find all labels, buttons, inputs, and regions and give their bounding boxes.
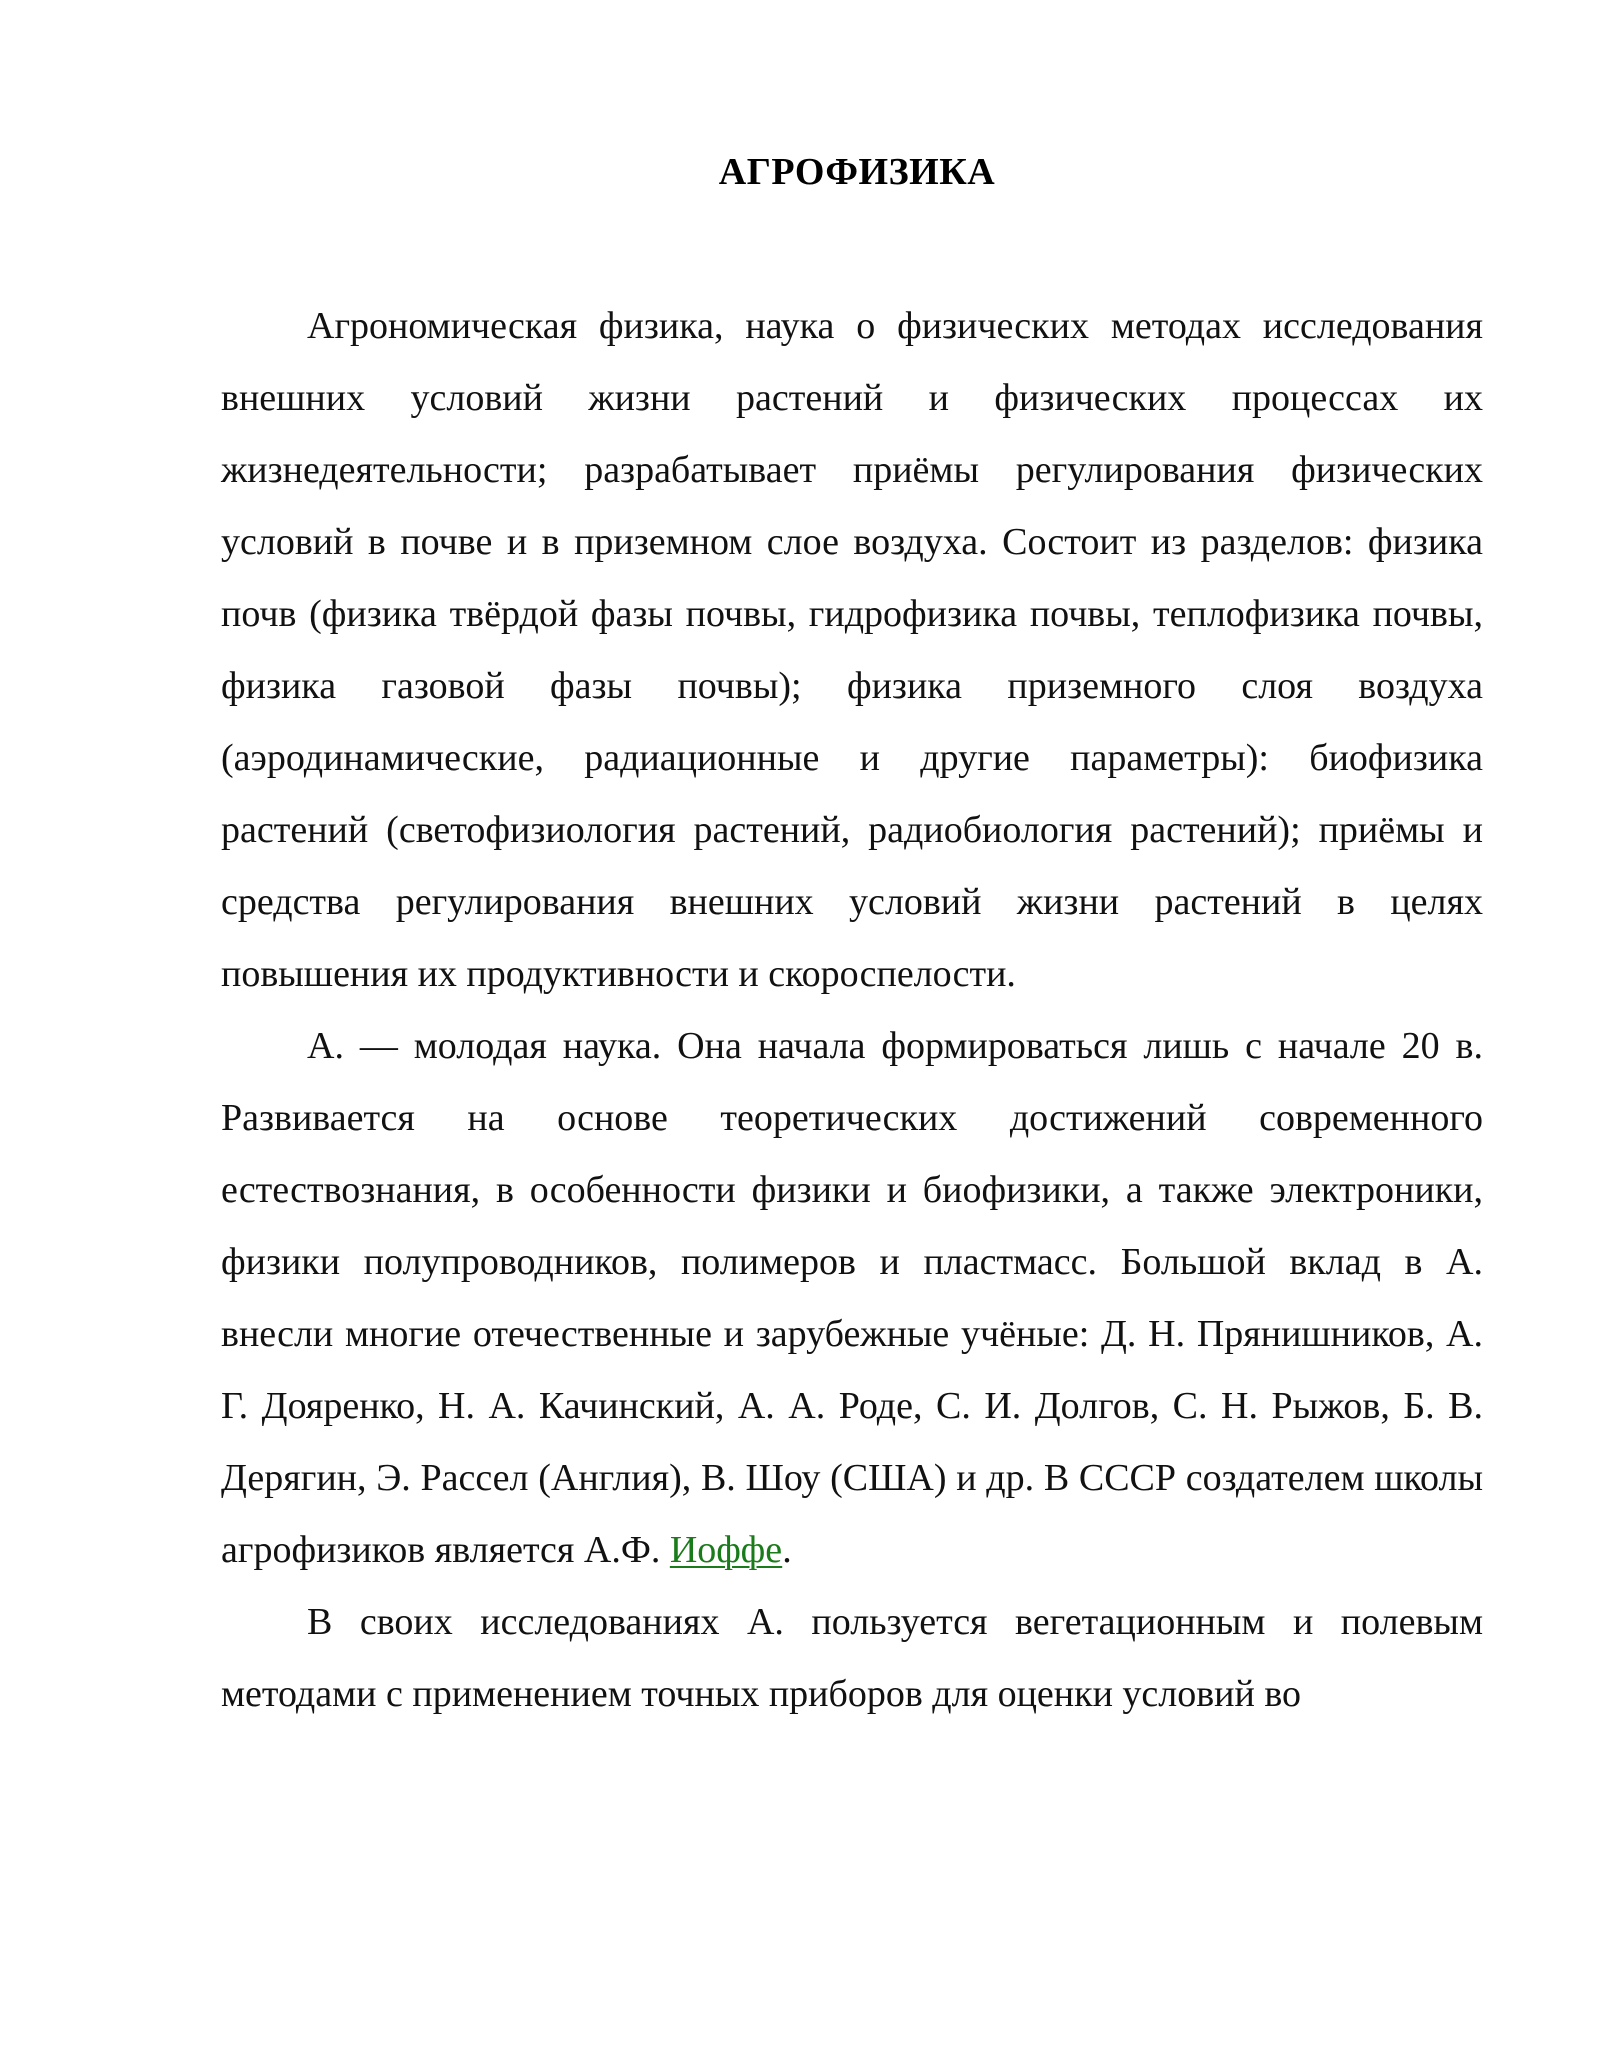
document-title: АГРОФИЗИКА <box>718 151 996 193</box>
paragraph-history <box>221 1010 1483 1586</box>
document-body <box>221 290 1483 1730</box>
paragraph-methods: В своих исследованиях А. пользуется вегетационным и полевым методами с применением точных приборов для оценки условий во <box>221 1601 1483 1715</box>
ioffe-link[interactable]: Иоффе <box>669 1529 783 1571</box>
paragraph-definition: Агрономическая физика, наука о физических методах исследования внешних условий жизни растений и физических процессах их жизнедеятельности; разрабатывает приёмы регулирования физических условий в почве и в приземном слое воздуха. Состоит из разделов: физика почв (физика твёрдой фазы почвы, гидрофизика почвы, теплофизика почвы, физика газовой фазы почвы); физика приземного слоя воздуха (аэродинамические, радиационные и другие параметры): биофизика растений (светофизиология растений, радиобиология растений); приёмы и средства регулирования внешних условий жизни растений в целях повышения их продуктивности и скороспелости. <box>221 305 1483 995</box>
paragraph-history-text: А. — молодая наука. Она начала формироваться лишь с начале 20 в. Развивается на основе теоретических достижений современного естествознания, в особенности физики и биофизики, а также электроники, физики полупроводников, полимеров и пластмасс. Большой вклад в А. внесли многие отечественные и зарубежные учёные: Д. Н. Прянишников, А. Г. Дояренко, Н. А. Качинский, А. А. Роде, С. И. Долгов, С. Н. Рыжов, Б. В. Дерягин, Э. Рассел (Англия), В. Шоу (США) и др. В СССР создателем школы агрофизиков является А.Ф. <box>221 1025 1483 1571</box>
paragraph-history-end: . <box>782 1529 792 1571</box>
